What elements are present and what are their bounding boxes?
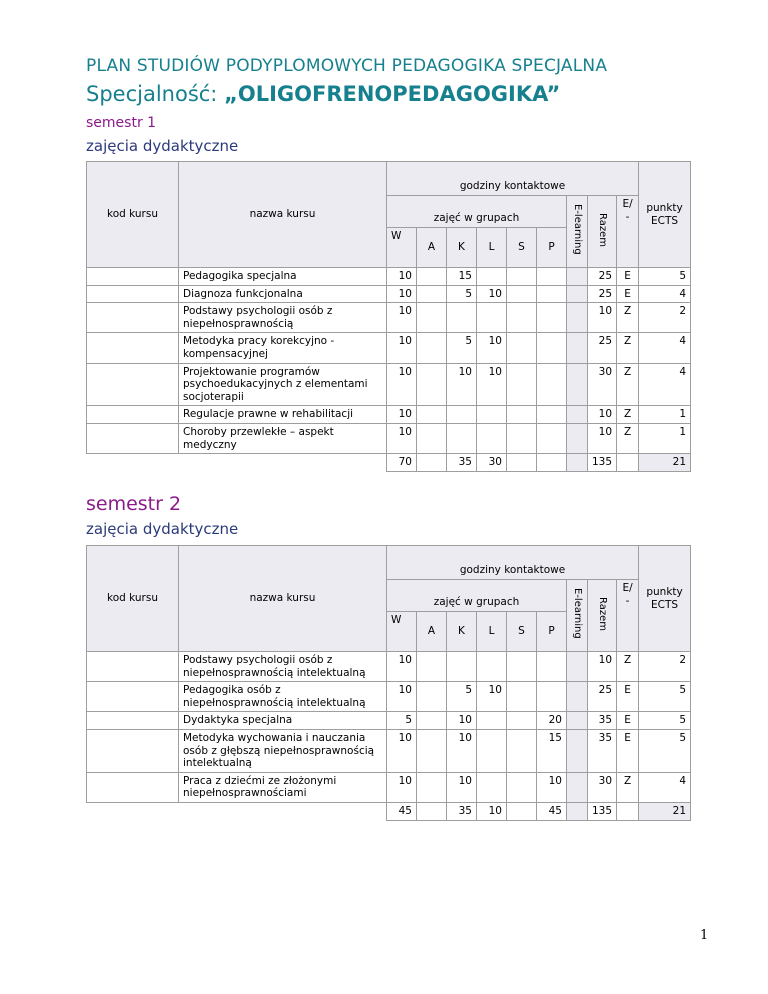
cell-l: 10 [477, 363, 507, 406]
cell-k [447, 652, 477, 682]
table-row [87, 303, 691, 333]
header-egzamin-zaliczenie [617, 196, 639, 268]
cell-w: 10 [387, 333, 417, 363]
cell-w: 10 [387, 682, 417, 712]
cell-ects: 4 [639, 363, 691, 406]
cell-p [537, 652, 567, 682]
kod-kursu-cell [87, 303, 179, 333]
cell-el [567, 333, 588, 363]
table-row [87, 268, 691, 286]
cell-ects: 5 [639, 729, 691, 772]
header-w [387, 228, 417, 268]
table-row [87, 729, 691, 772]
header-w-text: W [391, 614, 402, 626]
cell-ez: E [617, 268, 639, 286]
cell-el [567, 285, 588, 303]
sum-a [417, 454, 447, 472]
cell-ez: Z [617, 303, 639, 333]
cell-w: 10 [387, 303, 417, 333]
cell-razem: 25 [588, 268, 617, 286]
course-name: Praca z dziećmi ze złożonymi niepełnosprawnościami [179, 772, 387, 802]
cell-razem: 25 [588, 682, 617, 712]
header-l [477, 612, 507, 652]
header-elearning-text: E-learning [572, 204, 583, 256]
cell-ects: 1 [639, 423, 691, 453]
header-p-text: P [548, 241, 555, 254]
cell-razem: 30 [588, 363, 617, 406]
cell-p: 20 [537, 712, 567, 730]
semester2-label: semestr 2 [86, 493, 182, 515]
header-nazwa-kursu-text: nazwa kursu [249, 208, 316, 221]
cell-el [567, 652, 588, 682]
header-kod-kursu-text: kod kursu [107, 592, 158, 605]
cell-razem: 35 [588, 729, 617, 772]
sum-l: 30 [477, 454, 507, 472]
cell-ects: 4 [639, 772, 691, 802]
cell-ez: E [617, 285, 639, 303]
header-zajec-w-grupach-text: zajęć w grupach [433, 596, 520, 609]
cell-razem: 35 [588, 712, 617, 730]
table-row [87, 285, 691, 303]
cell-s [507, 423, 537, 453]
header-s-text: S [518, 241, 525, 254]
header-zajec-w-grupach [387, 580, 567, 612]
cell-ects: 5 [639, 682, 691, 712]
header-k [447, 228, 477, 268]
cell-a [417, 285, 447, 303]
cell-s [507, 406, 537, 424]
course-name: Pedagogika specjalna [179, 268, 387, 286]
cell-l [477, 268, 507, 286]
table-row [87, 652, 691, 682]
cell-razem: 30 [588, 772, 617, 802]
cell-razem: 25 [588, 285, 617, 303]
sum-ects: 21 [639, 454, 691, 472]
header-a [417, 612, 447, 652]
header-nazwa-kursu [179, 162, 387, 268]
table-row [87, 682, 691, 712]
cell-l [477, 729, 507, 772]
cell-ects: 1 [639, 406, 691, 424]
course-name: Metodyka pracy korekcyjno - kompensacyjnej [179, 333, 387, 363]
cell-k: 10 [447, 729, 477, 772]
semester1-label: semestr 1 [86, 115, 157, 131]
sum-row [87, 802, 691, 820]
semester1-table [86, 161, 691, 472]
sum-spacer [87, 802, 387, 820]
sum-p [537, 454, 567, 472]
header-s [507, 228, 537, 268]
cell-s [507, 772, 537, 802]
cell-ects: 2 [639, 303, 691, 333]
header-s-text: S [518, 625, 525, 638]
cell-k: 10 [447, 772, 477, 802]
course-name: Podstawy psychologii osób z niepełnosprawnością [179, 303, 387, 333]
header-zajec-w-grupach [387, 196, 567, 228]
cell-s [507, 682, 537, 712]
cell-ez: Z [617, 333, 639, 363]
cell-w: 10 [387, 772, 417, 802]
kod-kursu-cell [87, 712, 179, 730]
cell-s [507, 363, 537, 406]
table-row [87, 406, 691, 424]
cell-ez: E [617, 712, 639, 730]
sum-w: 45 [387, 802, 417, 820]
cell-k: 5 [447, 682, 477, 712]
cell-l [477, 652, 507, 682]
cell-k: 5 [447, 285, 477, 303]
cell-k: 10 [447, 712, 477, 730]
cell-w: 10 [387, 406, 417, 424]
sum-w: 70 [387, 454, 417, 472]
table-row [87, 423, 691, 453]
kod-kursu-cell [87, 285, 179, 303]
sum-p: 45 [537, 802, 567, 820]
cell-el [567, 363, 588, 406]
cell-ects: 5 [639, 268, 691, 286]
cell-a [417, 652, 447, 682]
cell-a [417, 772, 447, 802]
cell-a [417, 712, 447, 730]
course-name: Pedagogika osób z niepełnosprawnością intelektualną [179, 682, 387, 712]
cell-k [447, 423, 477, 453]
cell-l: 10 [477, 333, 507, 363]
header-ects [639, 546, 691, 652]
cell-l: 10 [477, 682, 507, 712]
cell-w: 10 [387, 363, 417, 406]
cell-l [477, 712, 507, 730]
cell-a [417, 423, 447, 453]
cell-s [507, 652, 537, 682]
sum-k: 35 [447, 802, 477, 820]
header-ects-text: punkty ECTS [646, 201, 683, 227]
cell-p [537, 303, 567, 333]
specialization-title [86, 82, 560, 106]
kod-kursu-cell [87, 423, 179, 453]
cell-w: 10 [387, 285, 417, 303]
sum-ez [617, 454, 639, 472]
cell-ez: E [617, 682, 639, 712]
cell-s [507, 333, 537, 363]
cell-el [567, 772, 588, 802]
cell-k [447, 303, 477, 333]
sum-k: 35 [447, 454, 477, 472]
header-a [417, 228, 447, 268]
cell-razem: 25 [588, 333, 617, 363]
header-l [477, 228, 507, 268]
header-zajec-w-grupach-text: zajęć w grupach [433, 212, 520, 225]
header-egzamin-zaliczenie [617, 580, 639, 652]
cell-ez: Z [617, 406, 639, 424]
cell-a [417, 682, 447, 712]
cell-el [567, 729, 588, 772]
sum-s [507, 454, 537, 472]
document-title: PLAN STUDIÓW PODYPLOMOWYCH PEDAGOGIKA SPECJALNA [86, 56, 608, 76]
cell-p: 15 [537, 729, 567, 772]
table-row [87, 333, 691, 363]
table-row [87, 772, 691, 802]
cell-el [567, 682, 588, 712]
header-kod-kursu [87, 546, 179, 652]
cell-p [537, 285, 567, 303]
cell-w: 10 [387, 652, 417, 682]
sum-spacer [87, 454, 387, 472]
cell-l: 10 [477, 285, 507, 303]
header-godziny-kontaktowe-text: godziny kontaktowe [459, 564, 566, 577]
cell-ects: 4 [639, 333, 691, 363]
cell-p [537, 333, 567, 363]
cell-l [477, 423, 507, 453]
cell-razem: 10 [588, 303, 617, 333]
header-godziny-kontaktowe [387, 162, 639, 196]
table-row [87, 712, 691, 730]
sum-l: 10 [477, 802, 507, 820]
table-row [87, 363, 691, 406]
sum-el [567, 454, 588, 472]
cell-w: 10 [387, 729, 417, 772]
cell-ez: E [617, 729, 639, 772]
cell-ects: 4 [639, 285, 691, 303]
cell-el [567, 268, 588, 286]
course-name: Dydaktyka specjalna [179, 712, 387, 730]
header-godziny-kontaktowe-text: godziny kontaktowe [459, 180, 566, 193]
kod-kursu-cell [87, 772, 179, 802]
header-l-text: L [488, 625, 495, 638]
kod-kursu-cell [87, 406, 179, 424]
header-razem-text: Razem [597, 596, 609, 631]
cell-a [417, 406, 447, 424]
cell-p [537, 363, 567, 406]
header-k [447, 612, 477, 652]
header-nazwa-kursu [179, 546, 387, 652]
cell-w: 10 [387, 268, 417, 286]
cell-l [477, 772, 507, 802]
kod-kursu-cell [87, 652, 179, 682]
sum-row [87, 454, 691, 472]
course-name: Regulacje prawne w rehabilitacji [179, 406, 387, 424]
cell-s [507, 712, 537, 730]
header-p-text: P [548, 625, 555, 638]
header-kod-kursu [87, 162, 179, 268]
cell-s [507, 303, 537, 333]
cell-a [417, 333, 447, 363]
cell-ez: Z [617, 363, 639, 406]
cell-a [417, 268, 447, 286]
course-name: Podstawy psychologii osób z niepełnosprawnością intelektualną [179, 652, 387, 682]
cell-w: 10 [387, 423, 417, 453]
semester2-table [86, 545, 691, 821]
cell-p [537, 268, 567, 286]
cell-k [447, 406, 477, 424]
page-number: 1 [700, 928, 709, 943]
kod-kursu-cell [87, 682, 179, 712]
course-name: Choroby przewlekłe – aspekt medyczny [179, 423, 387, 453]
header-razem [588, 580, 617, 652]
cell-ects: 2 [639, 652, 691, 682]
cell-k: 15 [447, 268, 477, 286]
header-elearning [567, 196, 588, 268]
cell-a [417, 303, 447, 333]
semester1-sublabel: zajęcia dydaktyczne [86, 137, 239, 155]
header-p [537, 228, 567, 268]
cell-razem: 10 [588, 652, 617, 682]
header-k-text: K [458, 625, 465, 638]
header-w-text: W [391, 230, 402, 242]
header-ects-text: punkty ECTS [646, 585, 683, 611]
header-s [507, 612, 537, 652]
header-ects [639, 162, 691, 268]
header-kod-kursu-text: kod kursu [107, 208, 158, 221]
cell-w: 5 [387, 712, 417, 730]
kod-kursu-cell [87, 333, 179, 363]
cell-ez: Z [617, 652, 639, 682]
cell-p: 10 [537, 772, 567, 802]
specialization-prefix: Specjalność: [86, 82, 225, 106]
cell-k: 10 [447, 363, 477, 406]
cell-s [507, 729, 537, 772]
cell-l [477, 406, 507, 424]
header-w [387, 612, 417, 652]
header-razem [588, 196, 617, 268]
course-name: Metodyka wychowania i nauczania osób z głębszą niepełnosprawnością intelektualną [179, 729, 387, 772]
header-elearning-text: E-learning [572, 588, 583, 640]
header-k-text: K [458, 241, 465, 254]
header-l-text: L [488, 241, 495, 254]
sum-s [507, 802, 537, 820]
cell-s [507, 285, 537, 303]
cell-el [567, 423, 588, 453]
header-a-text: A [427, 241, 436, 254]
semester2-sublabel: zajęcia dydaktyczne [86, 520, 239, 538]
header-egzamin-zaliczenie-text: E/ - [622, 198, 633, 223]
kod-kursu-cell [87, 268, 179, 286]
sum-razem: 135 [588, 802, 617, 820]
cell-a [417, 363, 447, 406]
cell-razem: 10 [588, 423, 617, 453]
header-elearning [567, 580, 588, 652]
kod-kursu-cell [87, 729, 179, 772]
sum-el [567, 802, 588, 820]
cell-p [537, 682, 567, 712]
cell-p [537, 406, 567, 424]
header-godziny-kontaktowe [387, 546, 639, 580]
cell-el [567, 712, 588, 730]
header-razem-text: Razem [597, 212, 609, 247]
sum-ez [617, 802, 639, 820]
header-a-text: A [427, 625, 436, 638]
cell-el [567, 303, 588, 333]
header-nazwa-kursu-text: nazwa kursu [249, 592, 316, 605]
cell-p [537, 423, 567, 453]
cell-k: 5 [447, 333, 477, 363]
header-p [537, 612, 567, 652]
cell-ez: Z [617, 772, 639, 802]
sum-razem: 135 [588, 454, 617, 472]
cell-s [507, 268, 537, 286]
specialization-name: „OLIGOFRENOPEDAGOGIKA” [224, 82, 561, 106]
header-egzamin-zaliczenie-text: E/ - [622, 582, 633, 607]
kod-kursu-cell [87, 363, 179, 406]
cell-el [567, 406, 588, 424]
sum-a [417, 802, 447, 820]
cell-a [417, 729, 447, 772]
course-name: Diagnoza funkcjonalna [179, 285, 387, 303]
cell-l [477, 303, 507, 333]
cell-ects: 5 [639, 712, 691, 730]
cell-razem: 10 [588, 406, 617, 424]
sum-ects: 21 [639, 802, 691, 820]
cell-ez: Z [617, 423, 639, 453]
course-name: Projektowanie programów psychoedukacyjnych z elementami socjoterapii [179, 363, 387, 406]
